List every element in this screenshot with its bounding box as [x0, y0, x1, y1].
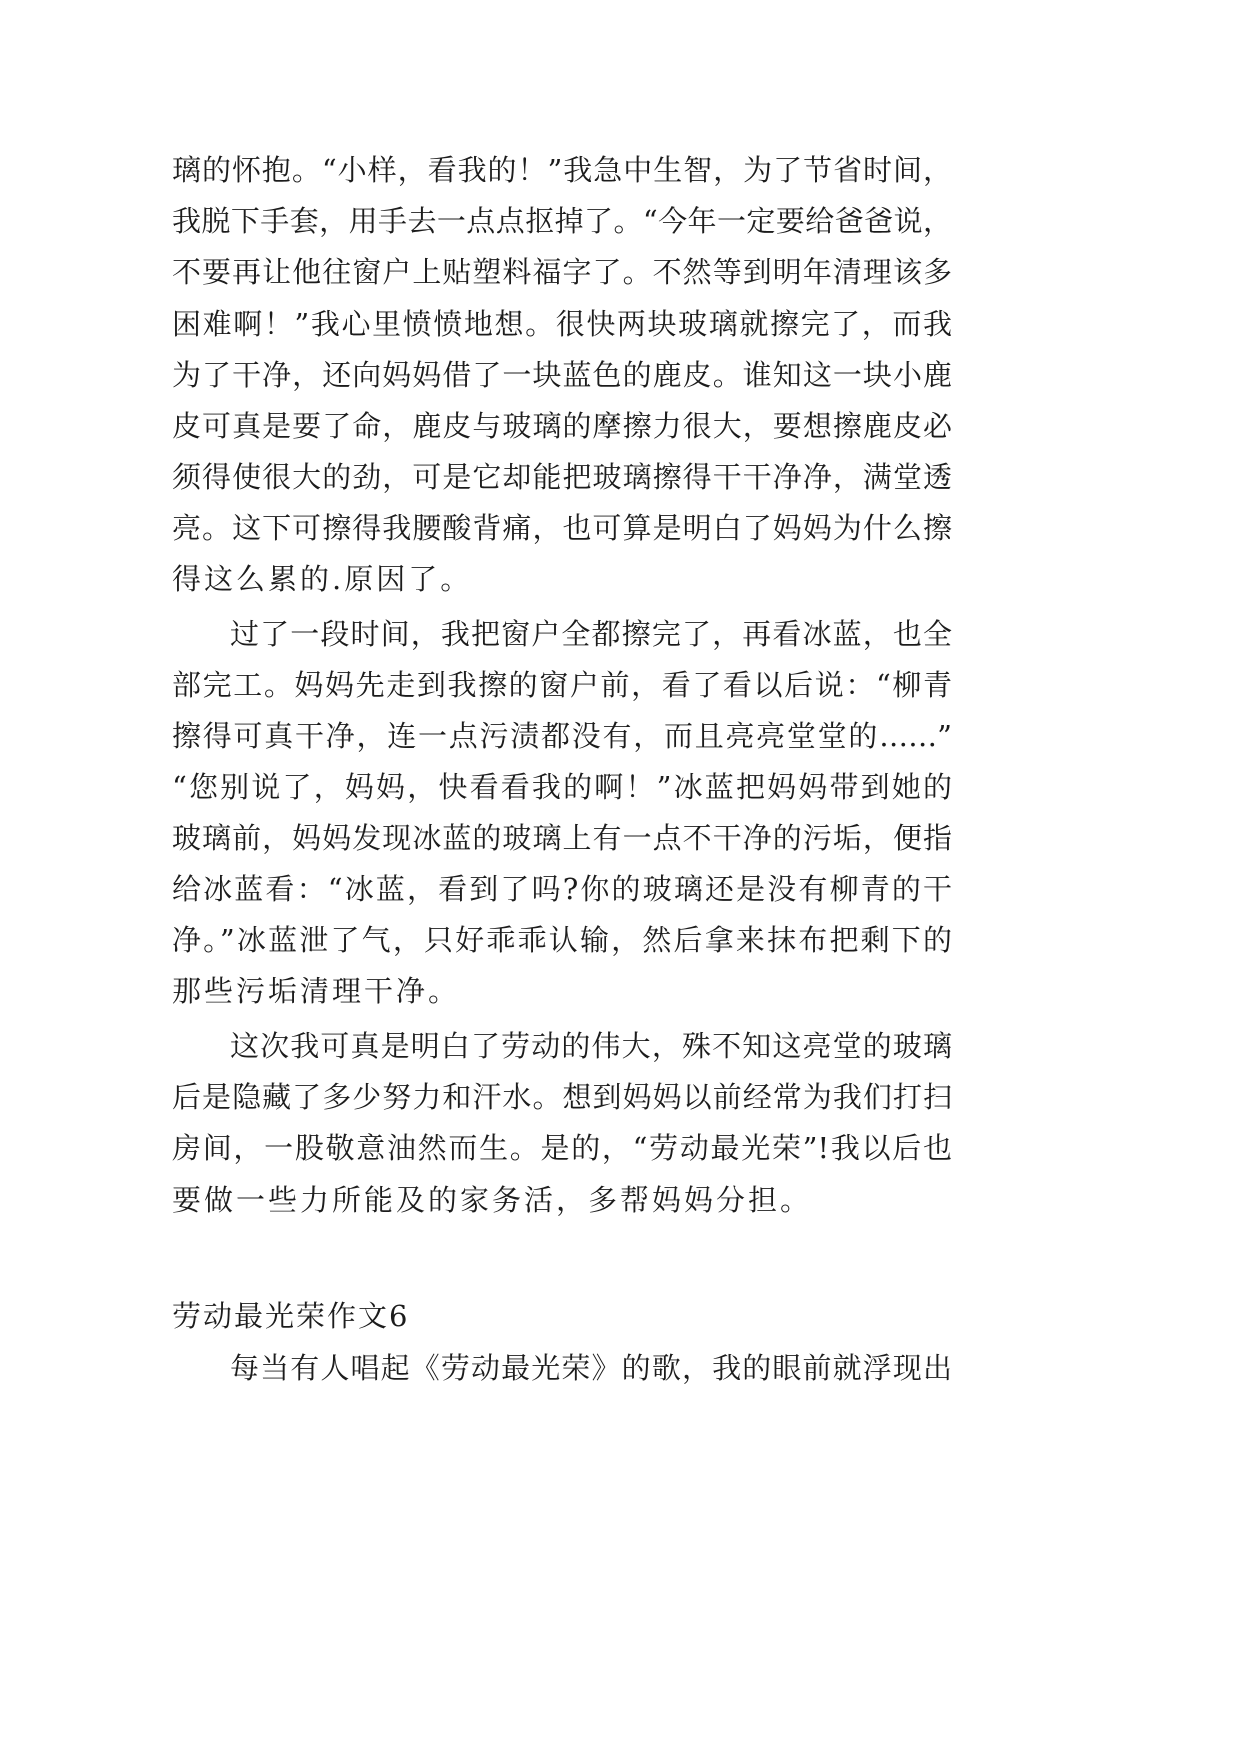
text-line: 房间，一股敬意油然而生。是的，“劳动最光荣”!我以后也: [172, 1131, 952, 1165]
text-line: 给冰蓝看：“冰蓝，看到了吗?你的玻璃还是没有柳青的干: [172, 872, 952, 906]
text-line: 我脱下手套，用手去一点点抠掉了。“今年一定要给爸爸说，: [172, 204, 952, 238]
section-title: 劳动最光荣作文6: [172, 1299, 410, 1333]
text-line: 过了一段时间，我把窗户全都擦完了，再看冰蓝，也全: [230, 617, 952, 651]
text-line: 那些污垢清理干净。: [172, 974, 461, 1008]
text-line: 皮可真是要了命，鹿皮与玻璃的摩擦力很大，要想擦鹿皮必: [172, 409, 952, 443]
text-line: 这次我可真是明白了劳动的伟大，殊不知这亮堂的玻璃: [230, 1029, 952, 1063]
text-line: 玻璃前，妈妈发现冰蓝的玻璃上有一点不干净的污垢，便指: [172, 821, 952, 855]
text-line: 净。”冰蓝泄了气，只好乖乖认输，然后拿来抹布把剩下的: [172, 923, 952, 957]
text-line: 璃的怀抱。“小样，看我的！”我急中生智，为了节省时间，: [172, 153, 952, 187]
text-line: 擦得可真干净，连一点污渍都没有，而且亮亮堂堂的……”: [172, 719, 952, 753]
text-line: 须得使很大的劲，可是它却能把玻璃擦得干干净净，满堂透: [172, 460, 952, 494]
text-line: 得这么累的.原因了。: [172, 562, 473, 596]
text-line: 后是隐藏了多少努力和汗水。想到妈妈以前经常为我们打扫: [172, 1080, 952, 1114]
text-line: 亮。这下可擦得我腰酸背痛，也可算是明白了妈妈为什么擦: [172, 511, 952, 545]
text-line: 部完工。妈妈先走到我擦的窗户前，看了看以后说：“柳青: [172, 668, 952, 702]
text-line: 要做一些力所能及的家务活，多帮妈妈分担。: [172, 1183, 813, 1217]
text-line: 为了干净，还向妈妈借了一块蓝色的鹿皮。谁知这一块小鹿: [172, 358, 952, 392]
text-line: “您别说了，妈妈，快看看我的啊！”冰蓝把妈妈带到她的: [172, 770, 952, 804]
text-line: 困难啊！”我心里愤愤地想。很快两块玻璃就擦完了，而我: [172, 307, 952, 341]
text-line: 不要再让他往窗户上贴塑料福字了。不然等到明年清理该多: [172, 255, 952, 289]
text-line: 每当有人唱起《劳动最光荣》的歌，我的眼前就浮现出: [230, 1351, 952, 1385]
